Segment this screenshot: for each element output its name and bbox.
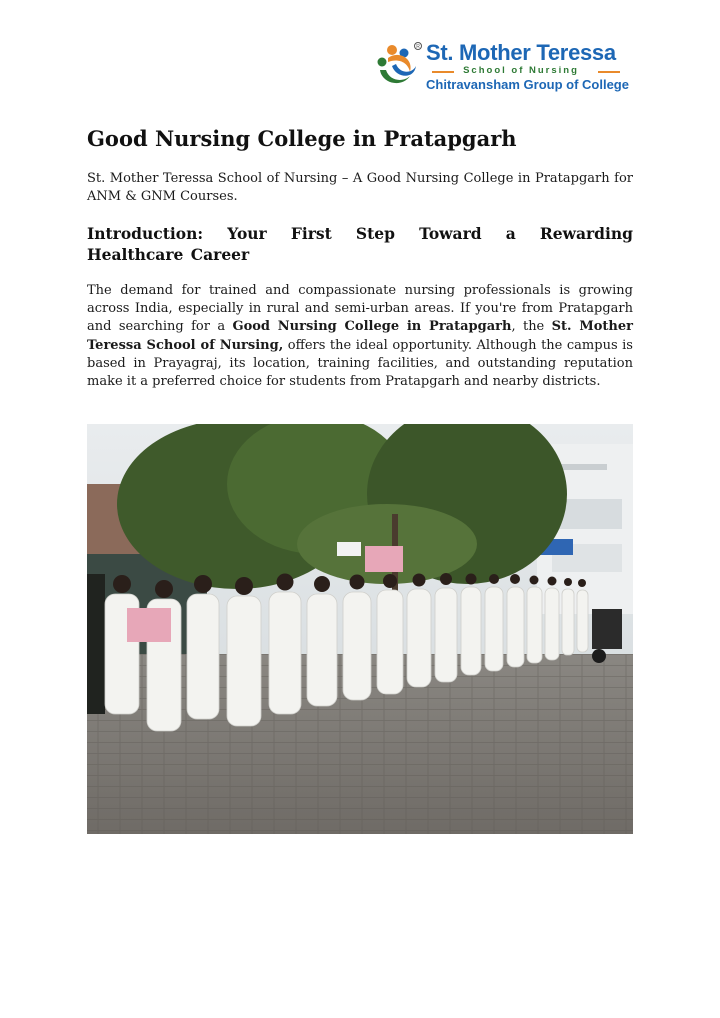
logo-group-name: Chitravansham Group of College (426, 77, 629, 92)
college-name-bold: St. Mother Teressa School of Nursing, (87, 319, 634, 353)
page-title: Good Nursing College in Pratapgarh (87, 126, 517, 151)
students-group-photo (87, 424, 633, 834)
logo-name: St. Mother Teressa (426, 40, 616, 65)
logo-emblem-icon (374, 40, 424, 90)
intro-heading: Introduction: Your First Step Toward a Rewarding Healthcare Career (87, 224, 633, 264)
keyword-bold: Good Nursing College in Pratapgarh (232, 319, 512, 335)
logo-subtitle: School of Nursing (426, 65, 616, 77)
svg-text:R: R (416, 44, 420, 50)
college-logo (374, 40, 636, 94)
intro-paragraph: The demand for trained and compassionate nursing professionals is growing across India, especially in rural and semi-urban areas. If you're from Pratapgarh and searching for a Good Nursing College in Pratapgarh, the St. Mother Teressa School of Nursing, offers the ideal opportunity. Although the campus is based in Prayagraj, its location, training facilities, and outstanding reputation make it a preferred choice for students from Pratapgarh and nearby districts. (87, 283, 634, 390)
page-subtitle: St. Mother Teressa School of Nursing – A Good Nursing College in Pratapgarh for ANM & GNM Courses. (87, 171, 633, 204)
